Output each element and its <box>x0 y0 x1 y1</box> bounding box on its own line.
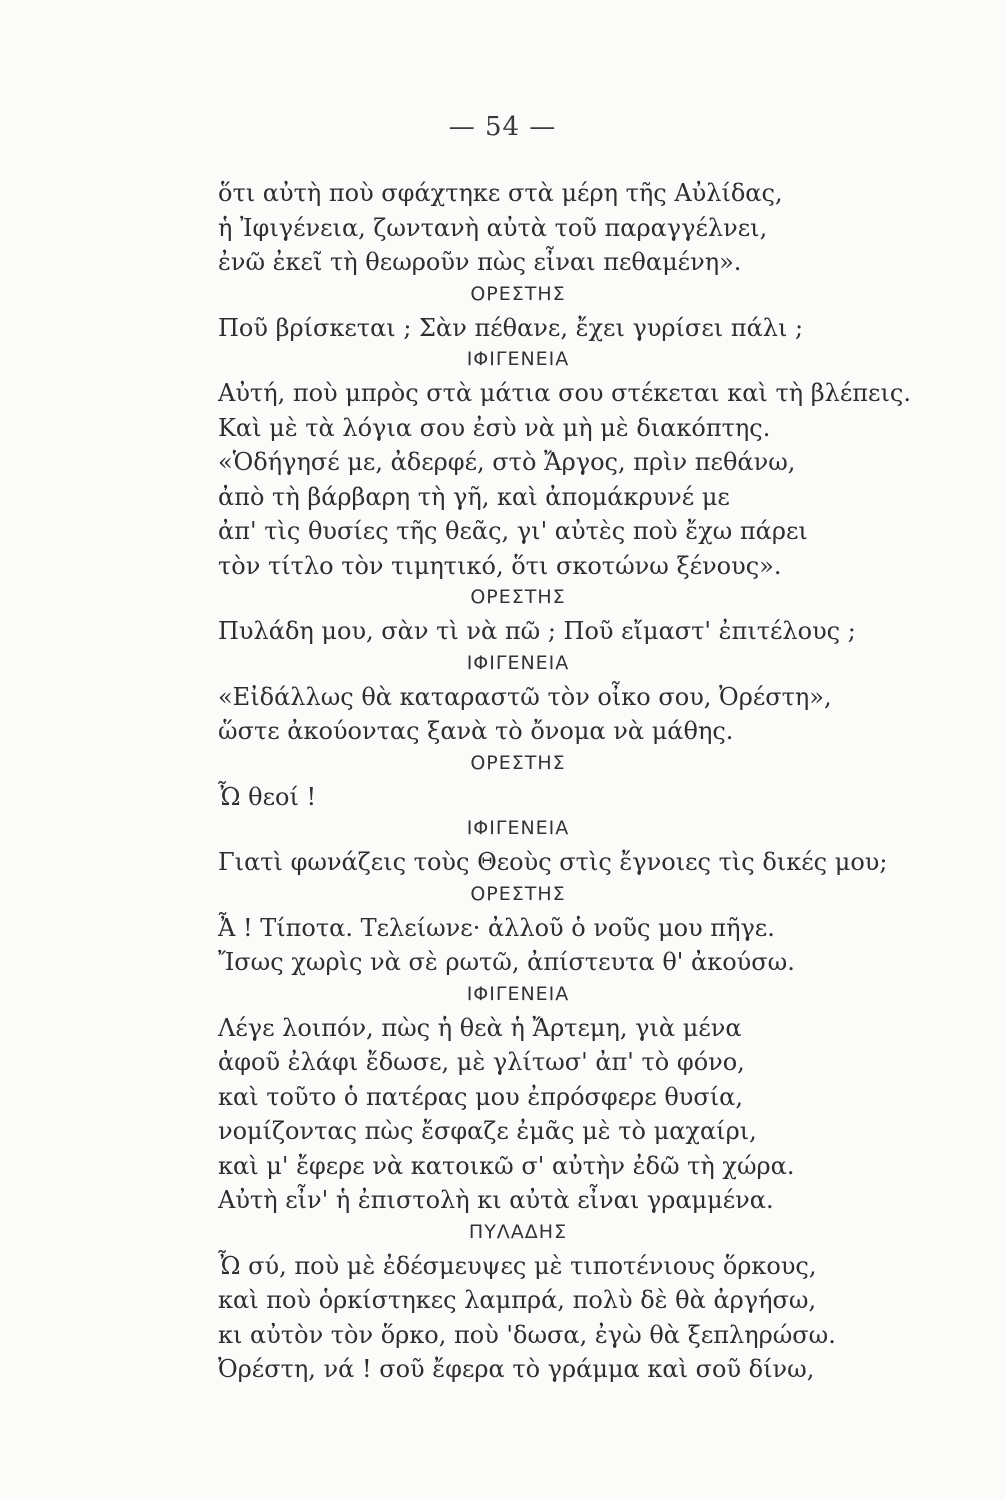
verse-line: καὶ ποὺ ὁρκίστηκες λαμπρά, πολὺ δὲ θὰ ἀργήσω, <box>218 1286 817 1314</box>
verse-line: Ὦ σύ, ποὺ μὲ ἐδέσμευψες μὲ τιποτένιους ὅρκους, <box>218 1251 817 1280</box>
verse-line: Ποῦ βρίσκεται ; Σὰν πέθανε, ἔχει γυρίσει πάλι ; <box>218 313 804 342</box>
verse-line: ἐνῶ ἐκεῖ τὴ θεωροῦν πὼς εἶναι πεθαμένη». <box>218 248 742 276</box>
verse-line: Ὀρέστη, νά ! σοῦ ἔφερα τὸ γράμμα καὶ σοῦ δίνω, <box>218 1355 815 1383</box>
verse-line: Ἴσως χωρὶς νὰ σὲ ρωτῶ, ἀπίστευτα θ' ἀκούσω. <box>218 948 795 976</box>
speaker-name: ΠΥΛΑΔΗΣ <box>468 1220 568 1243</box>
verse-line: καὶ τοῦτο ὁ πατέρας μου ἐπρόσφερε θυσία, <box>218 1082 744 1111</box>
verse-line: Ὦ θεοί ! <box>218 782 317 811</box>
verse-line: Ἆ ! Τίποτα. Τελείωνε· ἀλλοῦ ὁ νοῦς μου πῆγε. <box>218 913 775 942</box>
verse-line: Πυλάδη μου, σὰν τὶ νὰ πῶ ; Ποῦ εἴμαστ' ἐπιτέλους ; <box>218 617 856 645</box>
verse-line: ἀπὸ τὴ βάρβαρη τὴ γῆ, καὶ ἀπομάκρυνέ με <box>218 482 730 511</box>
speaker-name: ΙΦΙΓΕΝΕΙΑ <box>466 651 570 674</box>
verse-line: τὸν τίτλο τὸν τιμητικό, ὅτι σκοτώνω ξένους». <box>218 551 782 580</box>
verse-line: «Εἰδάλλως θὰ καταραστῶ τὸν οἶκο σου, Ὀρέστη», <box>218 682 832 711</box>
speaker-name: ΟΡΕΣΤΗΣ <box>470 882 566 905</box>
verse-line: κι αὐτὸν τὸν ὅρκο, ποὺ 'δωσα, ἐγὼ θὰ ξεπληρώσω. <box>218 1320 836 1349</box>
verse-line: ὅτι αὐτὴ ποὺ σφάχτηκε στὰ μέρη τῆς Αὐλίδας, <box>218 179 783 207</box>
speaker-name: ΟΡΕΣΤΗΣ <box>470 586 566 608</box>
verse-line: ἀπ' τὶς θυσίες τῆς θεᾶς, γι' αὐτὲς ποὺ ἔχω πάρει <box>218 517 808 545</box>
verse-line: ἀφοῦ ἐλάφι ἔδωσε, μὲ γλίτωσ' ἀπ' τὸ φόνο, <box>218 1048 745 1076</box>
verse-line: Λέγε λοιπόν, πὼς ἡ θεὰ ἡ Ἄρτεμη, γιὰ μένα <box>218 1013 742 1042</box>
verse-line: Αὐτὴ εἶν' ἡ ἐπιστολὴ κι αὐτὰ εἶναι γραμμένα. <box>218 1186 774 1214</box>
verse-line: ὥστε ἀκούοντας ξανὰ τὸ ὄνομα νὰ μάθης. <box>218 717 734 745</box>
speaker-name: ΟΡΕΣΤΗΣ <box>470 282 566 305</box>
verse-line: καὶ μ' ἔφερε νὰ κατοικῶ σ' αὐτὴν ἐδῶ τὴ χώρα. <box>218 1151 795 1180</box>
page-number: — 54 — <box>448 112 557 142</box>
verse-line: νομίζοντας πὼς ἔσφαζε ἐμᾶς μὲ τὸ μαχαίρι, <box>218 1117 757 1145</box>
speaker-name: ΟΡΕΣΤΗΣ <box>470 751 566 774</box>
speaker-name: ΙΦΙΓΕΝΕΙΑ <box>466 348 570 370</box>
speaker-name: ΙΦΙΓΕΝΕΙΑ <box>466 982 570 1005</box>
verse-line: ἡ Ἰφιγένεια, ζωντανὴ αὐτὰ τοῦ παραγγέλνει, <box>218 213 768 242</box>
verse-line: Γιατὶ φωνάζεις τοὺς Θεοὺς στὶς ἔγνοιες τὶς δικές μου; <box>218 848 888 876</box>
verse-line: Καὶ μὲ τὰ λόγια σου ἐσὺ νὰ μὴ μὲ διακόπτης. <box>218 413 771 442</box>
speaker-name: ΙΦΙΓΕΝΕΙΑ <box>466 817 570 839</box>
verse-line: «Ὁδήγησέ με, ἀδερφέ, στὸ Ἄργος, πρὶν πεθάνω, <box>218 448 796 476</box>
verse-line: Αὐτή, ποὺ μπρὸς στὰ μάτια σου στέκεται καὶ τὴ βλέπεις. <box>218 379 911 407</box>
